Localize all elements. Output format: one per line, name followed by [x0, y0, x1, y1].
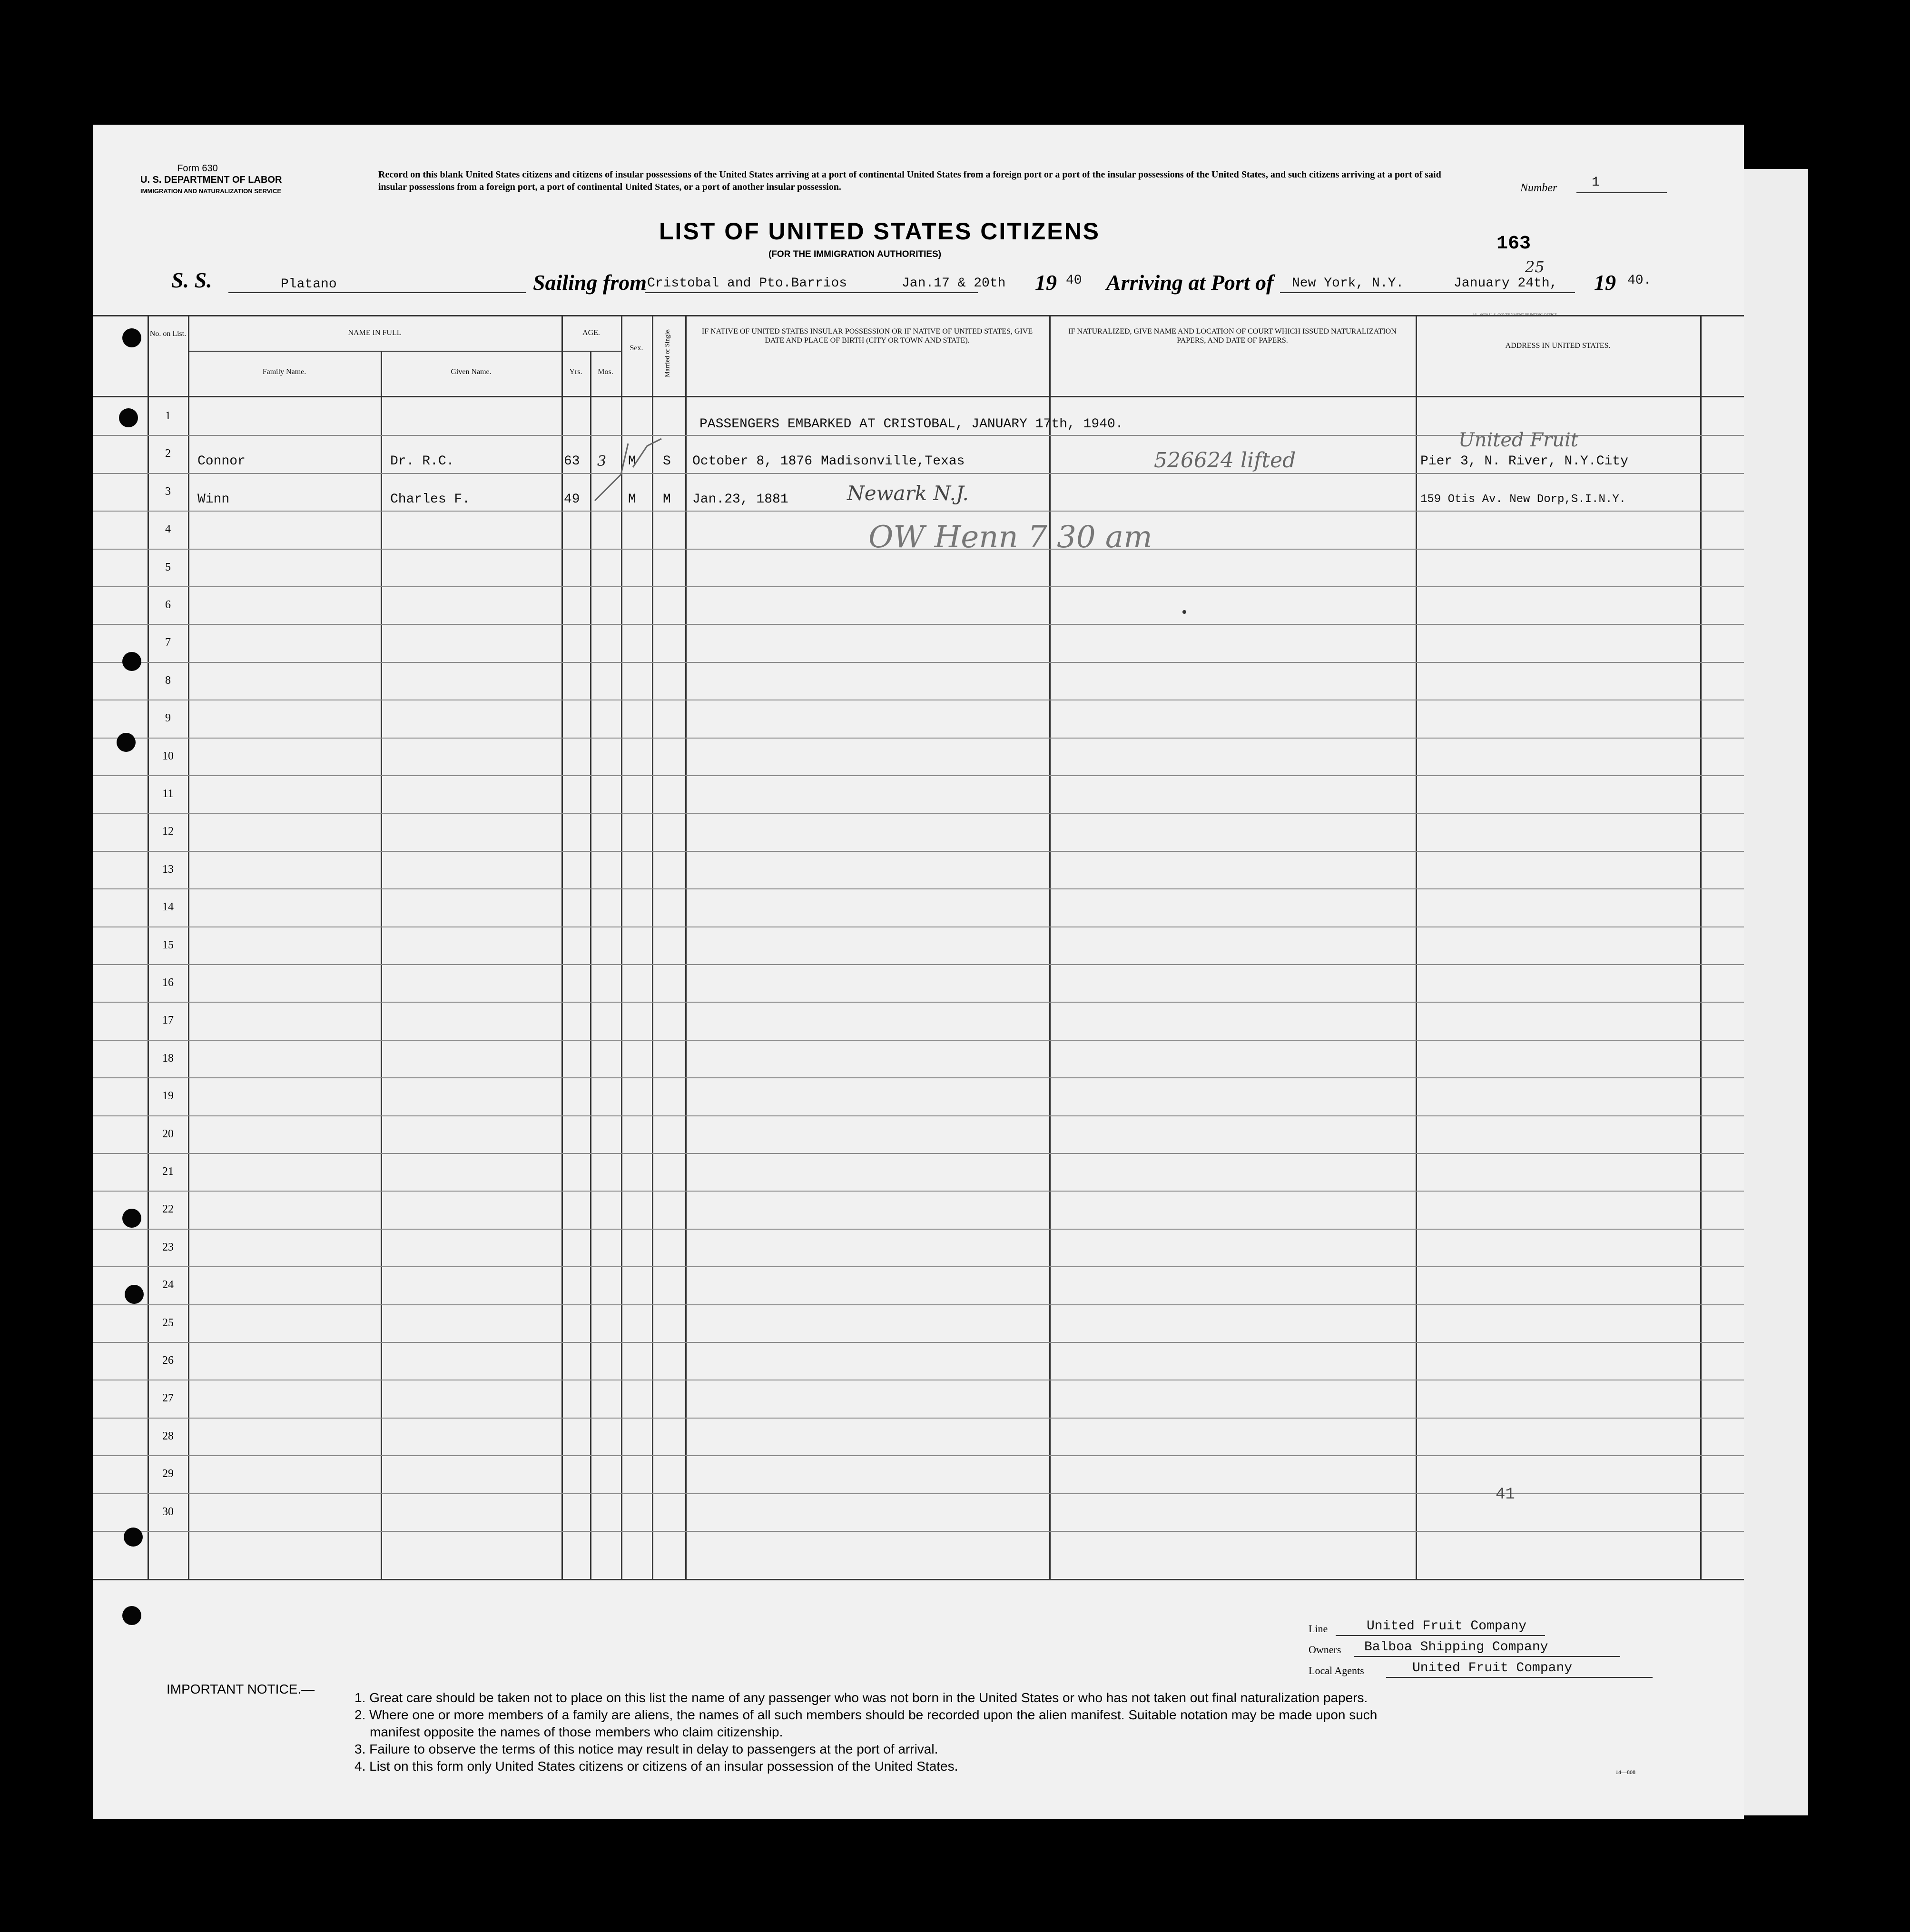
- col-head-native: IF NATIVE OF UNITED STATES INSULAR POSSESSION OR IF NATIVE OF UNITED STATES, GIVE DATE AND PLACE OF BIRTH (CITY OR TOWN AND STATE).: [701, 327, 1033, 345]
- page-stamp: 163: [1496, 233, 1531, 255]
- row-rule: [93, 1040, 1744, 1041]
- row-rule: [93, 851, 1744, 852]
- col-head-address: ADDRESS IN UNITED STATES.: [1505, 342, 1611, 350]
- sail-year: 40: [1066, 273, 1082, 288]
- passenger-2-given: Charles F.: [390, 492, 471, 507]
- arriving-label: Arriving at Port of: [1106, 270, 1274, 295]
- col-divider-native: [685, 315, 687, 1579]
- punch-hole: [125, 1285, 144, 1304]
- col-head-no: No. on List.: [149, 330, 187, 338]
- row-rule: [93, 1115, 1744, 1116]
- department-block: [140, 163, 282, 197]
- row-number: 12: [162, 825, 174, 838]
- col-head-age: AGE.: [582, 329, 600, 337]
- row-rule: [93, 624, 1744, 625]
- col-divider-address: [1416, 315, 1417, 1579]
- passenger-1-marital: S: [663, 454, 671, 469]
- line-label: Line: [1309, 1623, 1328, 1635]
- passenger-1-address-note: United Fruit: [1458, 429, 1578, 451]
- row-number: 15: [162, 938, 174, 951]
- arrival-blank: [1280, 292, 1575, 293]
- col-head-naturalized: IF NATURALIZED, GIVE NAME AND LOCATION OF COURT WHICH ISSUED NATURALIZATION PAPERS, AND DATE OF PAPERS.: [1068, 327, 1397, 345]
- row-rule: [93, 1191, 1744, 1192]
- row-number: 10: [162, 749, 174, 762]
- row-number: 14: [162, 901, 174, 914]
- arrival-port: New York, N.Y.: [1292, 276, 1404, 291]
- punch-hole: [122, 1606, 141, 1625]
- col-head-family: Family Name.: [262, 368, 306, 376]
- line-blank: [1336, 1635, 1545, 1636]
- row-number: 13: [162, 863, 174, 876]
- row-number: 18: [162, 1052, 174, 1065]
- row-rule: [93, 586, 1744, 587]
- sail-date: Jan.17 & 20th: [902, 276, 1006, 291]
- passenger-2-family: Winn: [197, 492, 230, 507]
- sailing-label: Sailing from: [533, 270, 647, 295]
- row-rule: [93, 511, 1744, 512]
- col-divider-naturalized: [1049, 315, 1051, 1579]
- notice-item-2-cont: manifest opposite the names of those members who claim citizenship.: [370, 1725, 783, 1739]
- col-head-mos: Mos.: [598, 368, 613, 376]
- row-number: 22: [162, 1203, 174, 1216]
- row-rule: [93, 473, 1744, 474]
- form-number: Form 630: [177, 163, 218, 174]
- ship-blank: [228, 292, 526, 293]
- notice-title: IMPORTANT NOTICE.—: [167, 1682, 315, 1696]
- row-rule: [93, 662, 1744, 663]
- embark-note: PASSENGERS EMBARKED AT CRISTOBAL, JANUARY 17th, 1940.: [699, 417, 1123, 432]
- row-number: 16: [162, 976, 174, 989]
- row-number: 30: [162, 1505, 174, 1518]
- row-rule: [93, 1002, 1744, 1003]
- row-number: 17: [162, 1014, 174, 1027]
- passenger-1-address: Pier 3, N. River, N.Y.City: [1420, 454, 1628, 469]
- punch-hole: [122, 1209, 141, 1228]
- row-rule: [93, 1342, 1744, 1343]
- col-head-name-in-full: NAME IN FULL: [348, 329, 402, 337]
- col-divider-family: [188, 315, 189, 1579]
- passenger-2-address: 159 Otis Av. New Dorp,S.I.N.Y.: [1420, 493, 1626, 506]
- row-number: 7: [165, 636, 171, 649]
- margin-number: 41: [1496, 1486, 1515, 1504]
- passenger-1-mos: 3: [597, 453, 607, 470]
- punch-hole: [119, 408, 138, 427]
- passenger-2-birth-date: Jan.23, 1881: [692, 492, 788, 507]
- row-rule: [93, 738, 1744, 739]
- number-blank: [1576, 192, 1667, 193]
- agents-label: Local Agents: [1309, 1665, 1364, 1676]
- row-rule: [93, 813, 1744, 814]
- col-head-given: Given Name.: [451, 368, 492, 376]
- row-rule: [93, 1153, 1744, 1154]
- punch-hole: [122, 652, 141, 671]
- number-label: Number: [1520, 182, 1557, 194]
- passenger-1-birth-place: Madisonville,Texas: [821, 454, 965, 469]
- department-name: U. S. DEPARTMENT OF LABOR: [140, 175, 282, 185]
- name-age-subrule: [188, 351, 621, 352]
- notice-item-2: 2. Where one or more members of a family are aliens, the names of all such members should be recorded upon the alien manifest. Suitable notation may be made upon such: [354, 1707, 1378, 1722]
- row-number: 3: [165, 485, 171, 498]
- row-number: 19: [162, 1090, 174, 1103]
- owners-value: Balboa Shipping Company: [1364, 1640, 1548, 1655]
- row-rule: [93, 1266, 1744, 1267]
- row-number: 1: [165, 410, 171, 422]
- row-number: 23: [162, 1241, 174, 1253]
- passenger-2-sex: M: [628, 492, 636, 507]
- row-number: 20: [162, 1127, 174, 1140]
- row-rule: [93, 1229, 1744, 1230]
- punch-hole: [117, 733, 136, 752]
- row-number: 8: [165, 674, 171, 687]
- col-divider-yrs: [561, 315, 563, 1579]
- service-name: IMMIGRATION AND NATURALIZATION SERVICE: [140, 187, 282, 195]
- arrival-date-correction: 25: [1525, 258, 1545, 276]
- passenger-1-naturalized-note: 526624 lifted: [1154, 448, 1296, 473]
- year-prefix-2: 19: [1594, 270, 1616, 295]
- agents-value: United Fruit Company: [1412, 1661, 1573, 1676]
- row-rule: [93, 1531, 1744, 1532]
- row-rule: [93, 888, 1744, 889]
- row-rule: [93, 1455, 1744, 1456]
- row-number: 25: [162, 1316, 174, 1329]
- notice-item-3: 3. Failure to observe the terms of this notice may result in delay to passengers at the port of arrival.: [354, 1742, 938, 1756]
- row-number: 2: [165, 447, 171, 460]
- notice-item-1: 1. Great care should be taken not to place on this list the name of any passenger who was not born in the United States or who has not taken out final naturalization papers.: [354, 1690, 1368, 1705]
- owners-blank: [1354, 1656, 1620, 1657]
- arrival-year: 40.: [1627, 273, 1652, 288]
- line-value: United Fruit Company: [1367, 1619, 1527, 1634]
- table-bottom-rule: [93, 1579, 1744, 1580]
- instructions-text: Record on this blank United States citizens and citizens of insular possessions of the United States arriving at a port of continental United States from a foreign port or a port of the insular possessions of the United States, and such citizens arriving at a port of said insular possessions from a foreign port, a port of continental United States, or a port of another insular possession.: [378, 169, 1441, 192]
- passenger-1-yrs: 63: [564, 454, 580, 469]
- manifest-page: [93, 125, 1744, 1819]
- row-rule: [93, 1304, 1744, 1305]
- passenger-2-yrs: 49: [564, 492, 580, 507]
- ss-label: S. S.: [171, 268, 212, 292]
- row-rule: [93, 1418, 1744, 1419]
- owners-label: Owners: [1309, 1644, 1341, 1656]
- passenger-1-family: Connor: [197, 454, 246, 469]
- col-divider-no: [148, 315, 149, 1579]
- col-head-married: Married or Single.: [664, 328, 671, 378]
- agents-blank: [1386, 1677, 1653, 1678]
- row-number: 28: [162, 1429, 174, 1442]
- number-value: 1: [1592, 175, 1600, 190]
- row-number: 4: [165, 523, 171, 536]
- row-rule: [93, 964, 1744, 965]
- form-code: 14—808: [1615, 1769, 1635, 1775]
- passenger-2-birth-place: Newark N.J.: [847, 482, 969, 505]
- ink-dot: [1182, 610, 1186, 614]
- row-number: 29: [162, 1468, 174, 1480]
- row-number: 24: [162, 1279, 174, 1291]
- row-number: 21: [162, 1165, 174, 1178]
- row-number: 11: [162, 788, 174, 800]
- from-blank: [645, 292, 978, 293]
- page-title: LIST OF UNITED STATES CITIZENS: [659, 218, 1101, 245]
- page-subtitle: (FOR THE IMMIGRATION AUTHORITIES): [768, 249, 942, 259]
- row-rule: [93, 1077, 1744, 1078]
- handwritten-note: OW Henn 7 30 am: [868, 520, 1152, 555]
- ship-name: Platano: [281, 277, 337, 292]
- passenger-1-sex: M: [628, 454, 636, 469]
- row-number: 26: [162, 1354, 174, 1367]
- row-number: 6: [165, 599, 171, 611]
- row-rule: [93, 775, 1744, 776]
- row-number: 5: [165, 561, 171, 573]
- from-port: Cristobal and Pto.Barrios: [647, 276, 847, 291]
- tick-marks: [592, 429, 683, 510]
- table-top-rule: [93, 315, 1744, 316]
- col-head-yrs: Yrs.: [569, 368, 582, 376]
- passenger-1-birth-date: October 8, 1876: [692, 454, 813, 469]
- year-prefix-1: 19: [1035, 270, 1057, 295]
- col-head-sex: Sex.: [630, 344, 643, 352]
- row-number: 9: [165, 712, 171, 725]
- passenger-2-marital: M: [663, 492, 671, 507]
- arrival-date: January 24th,: [1454, 276, 1558, 291]
- punch-hole: [122, 328, 141, 347]
- passenger-1-given: Dr. R.C.: [390, 454, 454, 469]
- row-number: 27: [162, 1392, 174, 1405]
- notice-item-4: 4. List on this form only United States citizens or citizens of an insular possession of the United States.: [354, 1759, 958, 1774]
- col-divider-end: [1700, 315, 1702, 1579]
- table-header-rule: [93, 396, 1744, 397]
- punch-hole: [124, 1528, 143, 1547]
